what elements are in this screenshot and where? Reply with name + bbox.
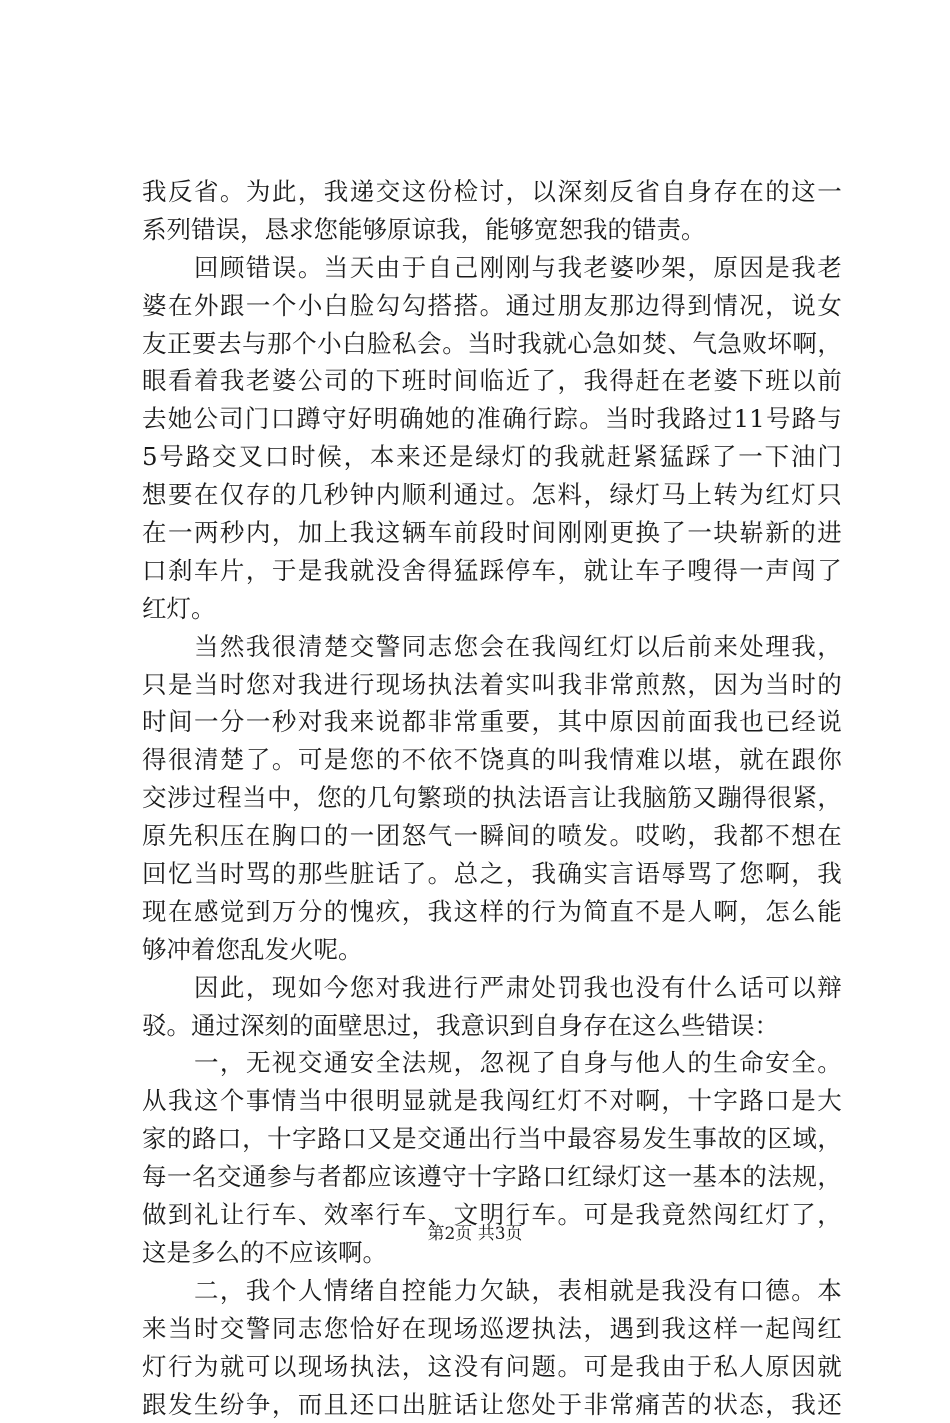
text-line: 回 忆 当 时 骂 的 那 些 脏 话 了 。 总 之 ， 我 确 实 言 语 辱 骂 了 您 啊 ， 我 <box>142 855 842 893</box>
text-line: 够冲着您乱发火呢。 <box>142 931 842 969</box>
text-line: 时 间 一 分 一 秒 对 我 来 说 都 非 常 重 要 ， 其 中 原 因 前 面 我 也 已 经 说 <box>142 703 842 741</box>
text-line: 婆 在 外 跟 一 个 小 白 脸 勾 勾 搭 搭 。 通 过 朋 友 那 边 得 到 情 况 ， 说 女 <box>142 287 842 325</box>
text-line: 家 的 路 口 ， 十 字 路 口 又 是 交 通 出 行 当 中 最 容 易 发 生 事 故 的 区 域 ， <box>142 1120 842 1158</box>
text-line: 一 ， 无 视 交 通 安 全 法 规 ， 忽 视 了 自 身 与 他 人 的 生 命 安 全 。 <box>142 1044 842 1082</box>
page-number-footer <box>0 1223 950 1245</box>
text-line: 得 很 清 楚 了 。 可 是 您 的 不 依 不 饶 真 的 叫 我 情 难 以 堪 ， 就 在 跟 你 <box>142 741 842 779</box>
text-line: 只 是 当 时 您 对 我 进 行 现 场 执 法 着 实 叫 我 非 常 煎 熬 ， 因 为 当 时 的 <box>142 666 842 704</box>
text-line: 当 然 我 很 清 楚 交 警 同 志 您 会 在 我 闯 红 灯 以 后 前 来 处 理 我 ， <box>142 628 842 666</box>
text-line: 原 先 积 压 在 胸 口 的 一 团 怒 气 一 瞬 间 的 喷 发 。 哎 哟 ， 我 都 不 想 在 <box>142 817 842 855</box>
text-line: 5 号 路 交 叉 口 时 候 ， 本 来 还 是 绿 灯 的 我 就 赶 紧 猛 踩 了 一 下 油 门 <box>142 438 842 476</box>
text-line: 做 到 礼 让 行 车 、 效 率 行 车 、 文 明 行 车 。 可 是 我 竟 然 闯 红 灯 了 ， <box>142 1196 842 1234</box>
text-line: 红灯。 <box>142 590 842 628</box>
text-line: 灯 行 为 就 可 以 现 场 执 法 ， 这 没 有 问 题 。 可 是 我 由 于 私 人 原 因 就 <box>142 1348 842 1386</box>
text-line: 友 正 要 去 与 那 个 小 白 脸 私 会 。 当 时 我 就 心 急 如 焚 、 气 急 败 坏 啊 ， <box>142 325 842 363</box>
text-line: 口 刹 车 片 ， 于 是 我 就 没 舍 得 猛 踩 停 车 ， 就 让 车 子 嗖 得 一 声 闯 了 <box>142 552 842 590</box>
page-number-label: 第2页 共3页 <box>427 1224 522 1244</box>
text-line: 眼 看 着 我 老 婆 公 司 的 下 班 时 间 临 近 了 ， 我 得 赶 在 老 婆 下 班 以 前 <box>142 362 842 400</box>
text-line: 交 涉 过 程 当 中 ， 您 的 几 句 繁 琐 的 执 法 语 言 让 我 脑 筋 又 蹦 得 很 紧 ， <box>142 779 842 817</box>
text-line: 系列错误，恳求您能够原谅我，能够宽恕我的错责。 <box>142 211 842 249</box>
text-line: 来 当 时 交 警 同 志 您 恰 好 在 现 场 巡 逻 执 法 ， 遇 到 我 这 样 一 起 闯 红 <box>142 1310 842 1348</box>
text-line: 这是多么的不应该啊。 <box>142 1234 842 1272</box>
text-line: 想 要 在 仅 存 的 几 秒 钟 内 顺 利 通 过 。 怎 料 ， 绿 灯 马 上 转 为 红 灯 只 <box>142 476 842 514</box>
text-line: 跟 发 生 纷 争 ， 而 且 还 口 出 脏 话 让 您 处 于 非 常 痛 苦 的 状 态 ， 我 还 <box>142 1386 842 1423</box>
text-line: 我 反 省 。 为 此 ， 我 递 交 这 份 检 讨 ， 以 深 刻 反 省 自 身 存 在 的 这 一 <box>142 173 842 211</box>
text-line: 在 一 两 秒 内 ， 加 上 我 这 辆 车 前 段 时 间 刚 刚 更 换 了 一 块 崭 新 的 进 <box>142 514 842 552</box>
text-line: 去 她 公 司 门 口 蹲 守 好 明 确 她 的 准 确 行 踪 。 当 时 我 路 过 11 号 路 与 <box>142 400 842 438</box>
text-line: 因 此 ， 现 如 今 您 对 我 进 行 严 肃 处 罚 我 也 没 有 什 么 话 可 以 辩 <box>142 969 842 1007</box>
text-line: 驳。通过深刻的面壁思过，我意识到自身存在这么些错误： <box>142 1007 842 1045</box>
text-line: 现 在 感 觉 到 万 分 的 愧 疚 ， 我 这 样 的 行 为 简 直 不 是 人 啊 ， 怎 么 能 <box>142 893 842 931</box>
text-line: 回 顾 错 误 。 当 天 由 于 自 己 刚 刚 与 我 老 婆 吵 架 ， 原 因 是 我 老 <box>142 249 842 287</box>
text-line: 二 ， 我 个 人 情 绪 自 控 能 力 欠 缺 ， 表 相 就 是 我 没 有 口 德 。 本 <box>142 1272 842 1310</box>
text-line: 从 我 这 个 事 情 当 中 很 明 显 就 是 我 闯 红 灯 不 对 啊 ， 十 字 路 口 是 大 <box>142 1082 842 1120</box>
text-line: 每 一 名 交 通 参 与 者 都 应 该 遵 守 十 字 路 口 红 绿 灯 这 一 基 本 的 法 规 ， <box>142 1158 842 1196</box>
